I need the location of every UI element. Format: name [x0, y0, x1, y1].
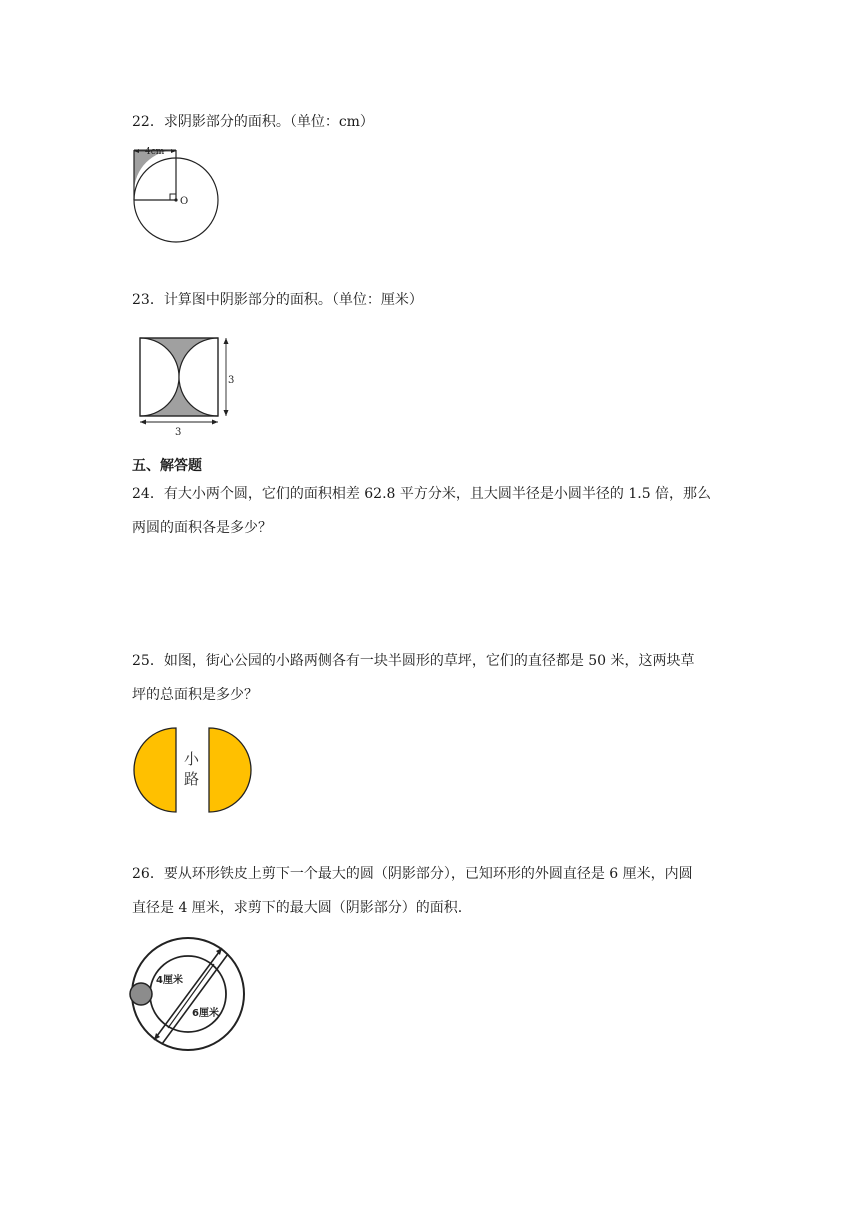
- section-title: 五、解答题: [132, 458, 202, 474]
- q25-figure: [132, 726, 256, 814]
- q23-height-label: 3: [228, 375, 235, 386]
- q22-length-label: 4cm: [145, 147, 165, 157]
- q23-figure: [134, 332, 244, 440]
- q26-figure: [128, 936, 252, 1054]
- q26-line1: 26．要从环形铁皮上剪下一个最大的圆（阴影部分），已知环形的外圆直径是 6 厘米，内圆: [132, 866, 693, 882]
- q23-text: 23．计算图中阴影部分的面积。（单位：厘米）: [132, 292, 423, 308]
- road-label-1: 小: [184, 750, 200, 768]
- q26-inner-label: 4厘米: [156, 975, 183, 986]
- q26-shaded-circle: [130, 983, 152, 1005]
- q26-outer-label: 6厘米: [192, 1008, 219, 1019]
- q26-line2: 直径是 4 厘米，求剪下的最大圆（阴影部分）的面积.: [132, 900, 463, 916]
- q23-width-label: 3: [175, 427, 182, 438]
- right-lawn: [209, 728, 251, 812]
- q24-line2: 两圆的面积各是多少？: [132, 520, 272, 536]
- q22-center-label: O: [180, 196, 189, 207]
- q24-line1: 24．有大小两个圆，它们的面积相差 62.8 平方分米，且大圆半径是小圆半径的 1.5 倍，那么: [132, 486, 712, 502]
- q25-line1: 25．如图，街心公园的小路两侧各有一块半圆形的草坪，它们的直径都是 50 米，这两块草: [132, 653, 695, 669]
- q22-text: 22．求阴影部分的面积。（单位：cm）: [132, 114, 374, 130]
- road-label-2: 路: [184, 770, 200, 788]
- q22-figure: [128, 142, 228, 248]
- left-lawn: [134, 728, 176, 812]
- q25-line2: 坪的总面积是多少？: [132, 687, 258, 703]
